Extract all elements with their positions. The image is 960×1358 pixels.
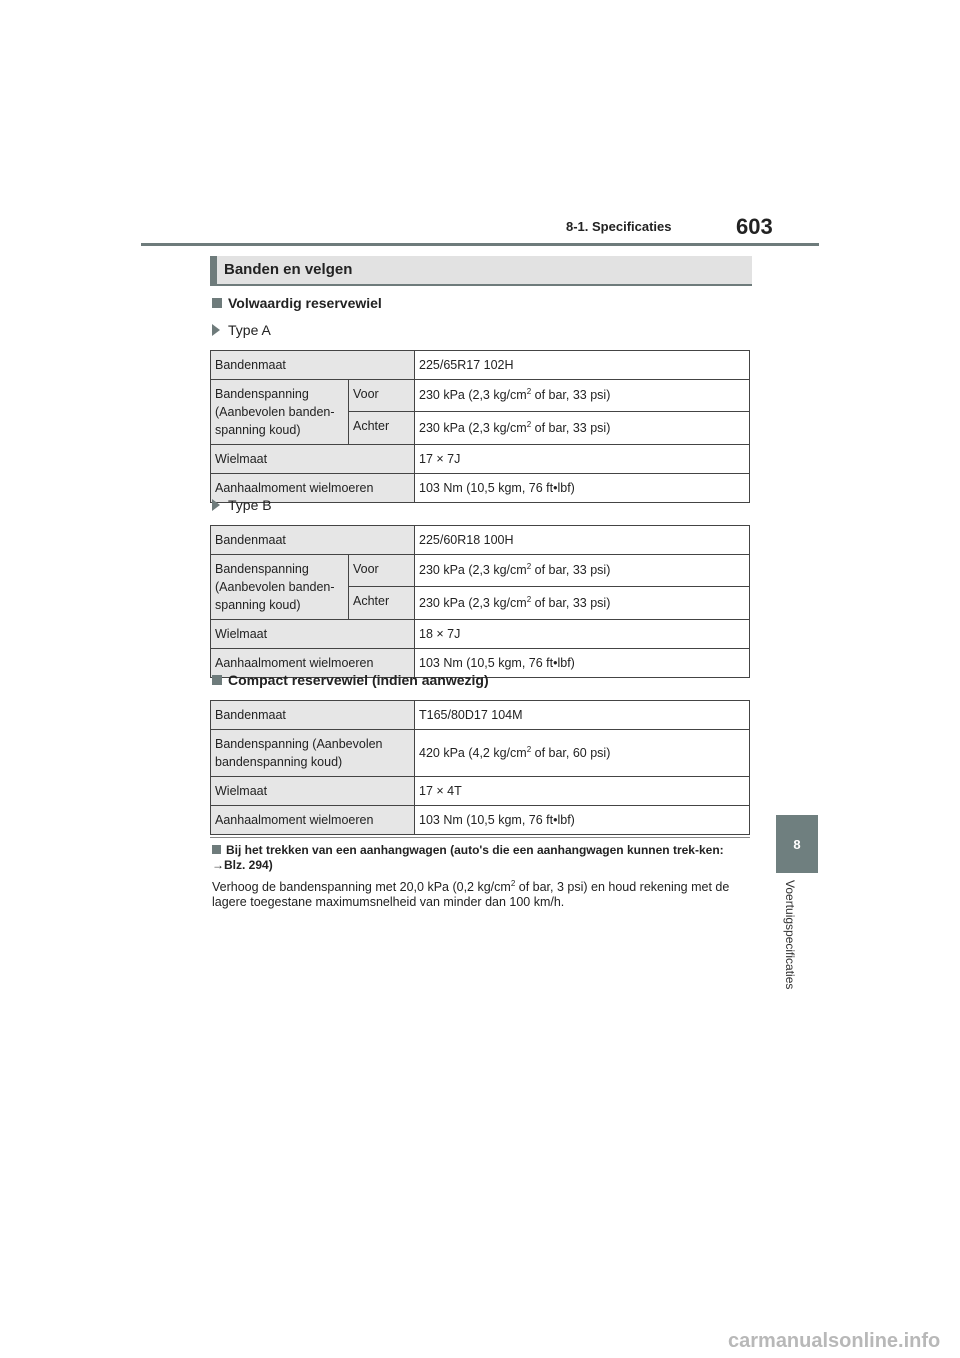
cell-value: 225/60R18 100H [415, 526, 750, 555]
table-row [211, 701, 750, 730]
table-row [211, 555, 750, 587]
table-row [211, 620, 750, 649]
compact-spare-table [210, 700, 750, 835]
cell-value: 17 × 7J [415, 445, 750, 474]
table-row [211, 806, 750, 835]
chapter-number: 8 [793, 836, 801, 852]
square-bullet-icon [212, 298, 222, 308]
cell-label: Bandenmaat [211, 351, 415, 380]
section-title: Banden en velgen [224, 261, 353, 278]
cell-label: Bandenspanning (Aanbevolen bandenspanning koud) [211, 730, 415, 777]
table-row [211, 730, 750, 777]
cell-label: Wielmaat [211, 620, 415, 649]
cell-value: 230 kPa (2,3 $kg/cm^2$ of bar, 33 psi) [415, 555, 750, 587]
header-rule [141, 243, 819, 246]
chapter-label: Voertuigspecificaties [783, 880, 797, 990]
square-bullet-icon [212, 675, 222, 685]
cell-value: 103 Nm (10,5 kgm, 76 ft•lbf) [415, 649, 750, 678]
section-header: 8-1. Specificaties [566, 219, 672, 234]
type-a-table [210, 350, 750, 503]
cell-label: Wielmaat [211, 777, 415, 806]
cell-label: Bandenmaat [211, 526, 415, 555]
cell-value: 420 kPa (4,2 $kg/cm^2$ of bar, 60 psi) [415, 730, 750, 777]
compact-spare-heading: Compact reservewiel (indien aanwezig) [212, 672, 489, 688]
arrow-bullet-icon [212, 499, 220, 511]
cell-label: Achter [349, 411, 415, 444]
table-row [211, 474, 750, 503]
cell-value: 230 kPa (2,3 $kg/cm^2$ of bar, 33 psi) [415, 411, 750, 444]
note-rule [210, 837, 750, 838]
cell-value: 230 kPa (2,3 $kg/cm^2$ of bar, 33 psi) [415, 586, 750, 619]
cell-value: 18 × 7J [415, 620, 750, 649]
chapter-tab [776, 815, 818, 873]
note-heading: Bij het trekken van een aanhangwagen (auto's die een aanhangwagen kunnen trek-ken: →Blz. 294) [212, 843, 724, 872]
cell-label: Bandenspanning (Aanbevolen banden-spanning koud) [211, 380, 349, 445]
table-row [211, 445, 750, 474]
cell-label: Aanhaalmoment wielmoeren [211, 474, 415, 503]
cell-value: 103 Nm (10,5 kgm, 76 ft•lbf) [415, 474, 750, 503]
full-spare-heading: Volwaardig reservewiel [212, 295, 382, 311]
type-b-heading: Type B [212, 497, 272, 513]
title-accent [210, 256, 217, 286]
page-number: 603 [736, 214, 773, 239]
cell-label: Achter [349, 586, 415, 619]
cell-value: 225/65R17 102H [415, 351, 750, 380]
arrow-bullet-icon [212, 324, 220, 336]
table-row [211, 777, 750, 806]
table-row [211, 526, 750, 555]
cell-value: 230 kPa (2,3 $kg/cm^2$ of bar, 33 psi) [415, 380, 750, 412]
cell-label: Bandenmaat [211, 701, 415, 730]
cell-value: T165/80D17 104M [415, 701, 750, 730]
cell-label: Voor [349, 380, 415, 412]
type-b-table [210, 525, 750, 678]
cell-label: Aanhaalmoment wielmoeren [211, 649, 415, 678]
section-title-bar [210, 256, 752, 286]
cell-value: 103 Nm (10,5 kgm, 76 ft•lbf) [415, 806, 750, 835]
cell-label: Wielmaat [211, 445, 415, 474]
square-bullet-icon [212, 845, 221, 854]
type-a-heading: Type A [212, 322, 271, 338]
table-row [211, 351, 750, 380]
table-row [211, 380, 750, 412]
cell-label: Bandenspanning (Aanbevolen banden-spanning koud) [211, 555, 349, 620]
note-body: Verhoog de bandenspanning met 20,0 kPa (0,2 $kg/cm^2$ of bar, 3 psi) en houd rekening met de lagere toegestane maximumsnelheid van minder dan 100 km/h. [212, 878, 730, 909]
cell-label: Aanhaalmoment wielmoeren [211, 806, 415, 835]
cell-label: Voor [349, 555, 415, 587]
cell-value: 17 × 4T [415, 777, 750, 806]
watermark: carmanualsonline.info [728, 1330, 941, 1352]
